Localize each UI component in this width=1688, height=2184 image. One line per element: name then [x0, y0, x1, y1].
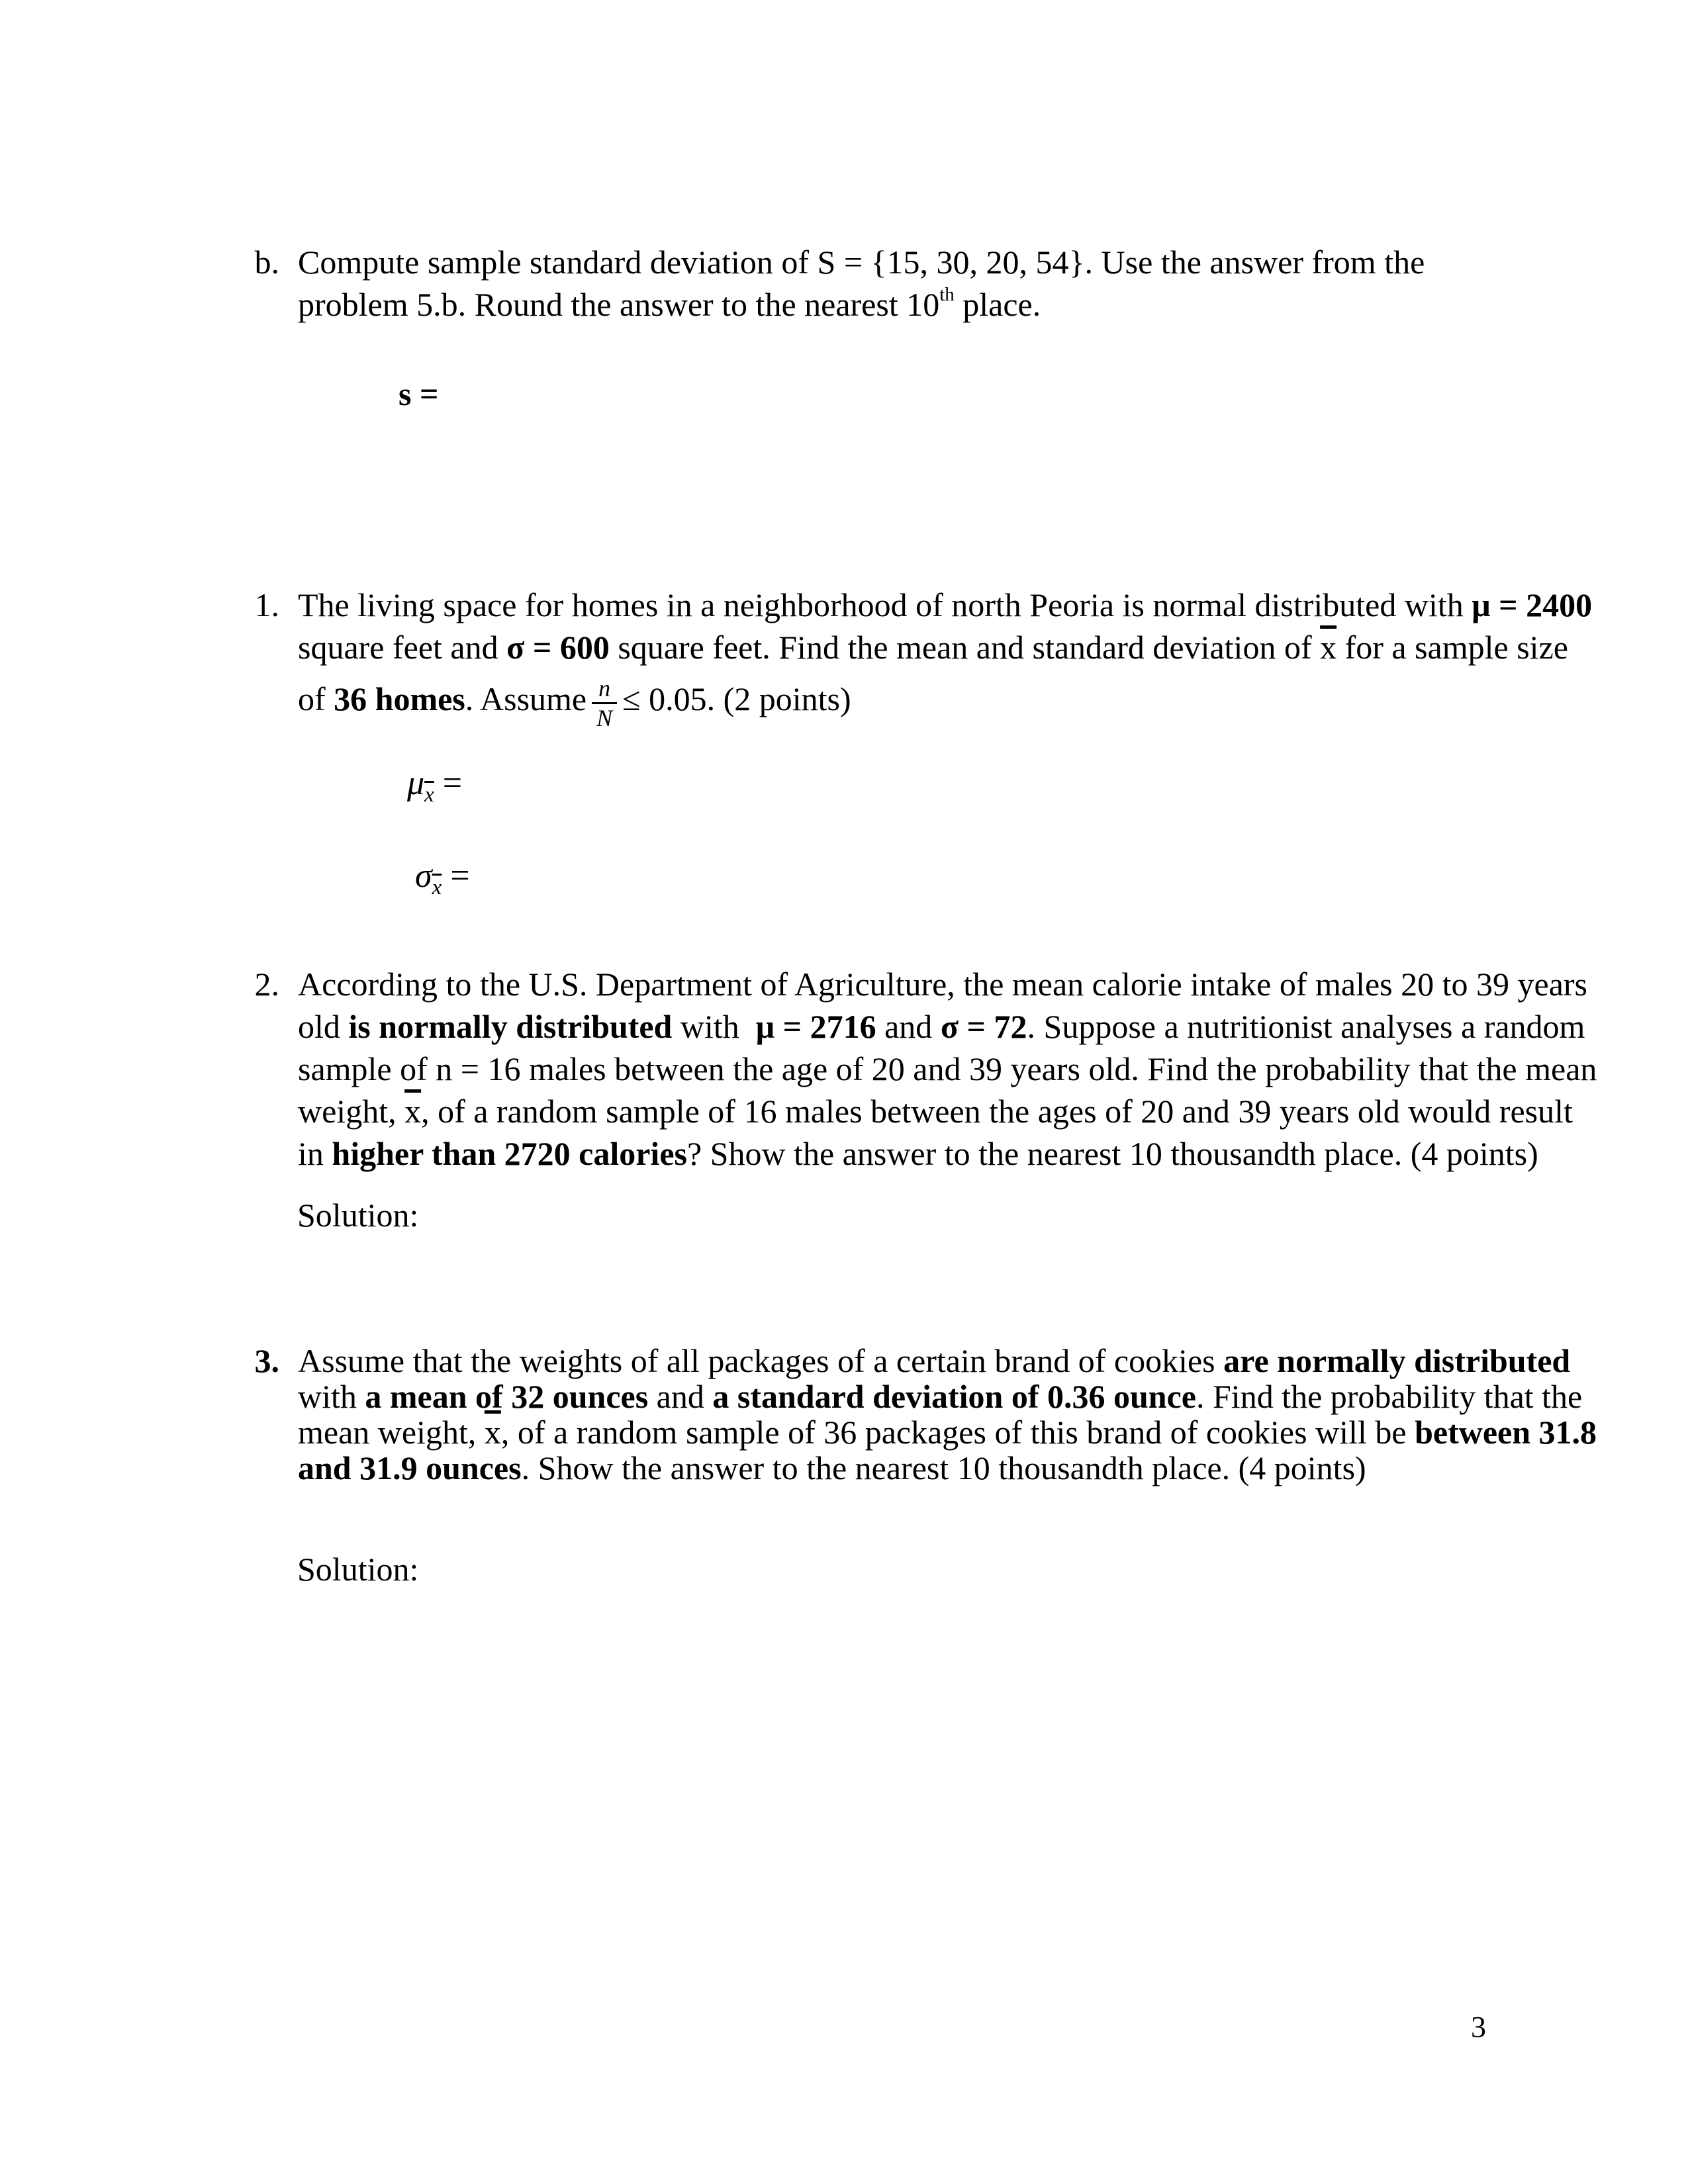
- fraction: [592, 676, 617, 730]
- text-segment: Compute sample standard deviation of S = {15, 30, 20, 54}. Use the answer from the: [298, 244, 1425, 281]
- text-segment: mean weight,: [298, 1414, 485, 1451]
- text-segment: . Show the answer to the nearest 10 thousandth place. (4 points): [521, 1449, 1366, 1486]
- question-1-text: [298, 584, 1592, 730]
- text-segment: in: [298, 1135, 332, 1172]
- text-segment: μ = 2716: [755, 1008, 876, 1045]
- text-line: [298, 1048, 1597, 1090]
- page-number: 3: [1471, 2010, 1486, 2044]
- text-segment: is normally distributed: [348, 1008, 673, 1045]
- text-segment: sample of n = 16 males between the age of 20 and 39 years old. Find the probability that the mean: [298, 1050, 1597, 1087]
- text-line: [298, 1005, 1597, 1048]
- text-segment: a mean of 32 ounces: [365, 1378, 649, 1415]
- text-segment: σ = 72: [940, 1008, 1027, 1045]
- text-segment: with: [672, 1008, 756, 1045]
- text-segment: and: [876, 1008, 941, 1045]
- list-marker-b: [255, 241, 280, 283]
- text-segment: σ: [415, 857, 432, 895]
- text-line: [298, 676, 1592, 730]
- answer-sigma-xbar: [415, 855, 470, 897]
- text-segment: . Assume: [465, 680, 587, 717]
- text-segment: a standard deviation of 0.36 ounce: [712, 1378, 1196, 1415]
- list-marker-1: [255, 584, 280, 626]
- text-segment: are normally distributed: [1223, 1342, 1571, 1379]
- text-segment: μ: [407, 764, 425, 802]
- text-segment: weight,: [298, 1093, 405, 1130]
- text-segment: b.: [254, 244, 279, 281]
- text-segment: , of a random sample of 36 packages of this brand of cookies will be: [500, 1414, 1415, 1451]
- text-segment: th: [939, 284, 955, 305]
- text-segment: σ = 600: [506, 629, 610, 666]
- text-line: [298, 1090, 1597, 1132]
- problem-b: [254, 241, 1425, 326]
- text-segment: x: [432, 876, 442, 899]
- text-segment: square feet. Find the mean and standard deviation of: [609, 629, 1321, 666]
- text-segment: higher than 2720 calories: [332, 1135, 687, 1172]
- text-segment: with: [298, 1378, 365, 1415]
- text-segment: 2.: [254, 966, 279, 1003]
- question-2-text: [298, 963, 1597, 1175]
- list-marker-3: [255, 1343, 280, 1379]
- text-line: [298, 963, 1597, 1005]
- question-3-text: [298, 1343, 1597, 1486]
- text-segment: 1.: [254, 586, 279, 623]
- text-segment: Assume that the weights of all packages of a certain brand of cookies: [298, 1342, 1224, 1379]
- text-line: [298, 584, 1592, 626]
- text-segment: , of a random sample of 16 males between the ages of 20 and 39 years old would result: [421, 1093, 1573, 1130]
- text-segment: and: [648, 1378, 713, 1415]
- text-segment: ? Show the answer to the nearest 10 thousandth place. (4 points): [686, 1135, 1538, 1172]
- text-segment: 36 homes: [334, 680, 465, 717]
- text-segment: . Find the probability that the: [1196, 1378, 1583, 1415]
- fraction-denominator: N: [596, 705, 613, 731]
- text-segment: x: [424, 783, 434, 807]
- text-segment: According to the U.S. Department of Agriculture, the mean calorie intake of males 20 to 39 years: [298, 966, 1587, 1003]
- text-segment: $\overline{x}$: [484, 1414, 501, 1451]
- problem-b-text: [298, 241, 1425, 326]
- text-segment: s =: [399, 375, 439, 412]
- text-line: [298, 1132, 1597, 1175]
- text-segment: square feet and: [298, 629, 507, 666]
- text-segment: ≤ 0.05. (2 points): [622, 680, 851, 717]
- text-line: [298, 241, 1425, 283]
- text-line: [298, 1414, 1597, 1450]
- text-segment: 3.: [254, 1342, 279, 1379]
- text-segment: place.: [954, 286, 1041, 323]
- text-segment: μ = 2400: [1472, 586, 1593, 623]
- question-1: [254, 584, 1593, 731]
- text-segment: . Suppose a nutritionist analyses a random: [1027, 1008, 1585, 1045]
- text-segment: $\overline{x}$: [404, 1093, 422, 1130]
- text-segment: for a sample size: [1336, 629, 1568, 666]
- text-segment: old: [298, 1008, 349, 1045]
- text-segment: The living space for homes in a neighborhood of north Peoria is normal distributed with: [298, 586, 1472, 623]
- text-segment: and 31.9 ounces: [298, 1449, 522, 1486]
- text-line: [298, 1343, 1597, 1379]
- list-marker-2: [255, 963, 280, 1005]
- solution-label-1: Solution:: [297, 1197, 419, 1234]
- fraction-numerator: n: [592, 676, 617, 704]
- text-line: [298, 1379, 1597, 1414]
- text-segment: =: [434, 764, 463, 802]
- text-segment: of: [298, 680, 334, 717]
- text-segment: between 31.8: [1415, 1414, 1597, 1451]
- text-line: [298, 283, 1425, 326]
- text-segment: $\overline{x}$: [1320, 629, 1337, 666]
- text-segment: problem 5.b. Round the answer to the nearest 10: [298, 286, 940, 323]
- question-2: [254, 963, 1597, 1175]
- answer-mu-xbar: [407, 762, 462, 805]
- solution-label-2: Solution:: [297, 1551, 419, 1588]
- text-segment: =: [442, 857, 470, 895]
- text-line: [298, 626, 1592, 668]
- answer-s-equals: [399, 373, 438, 415]
- question-3: [254, 1342, 1597, 1486]
- text-line: [298, 1450, 1597, 1486]
